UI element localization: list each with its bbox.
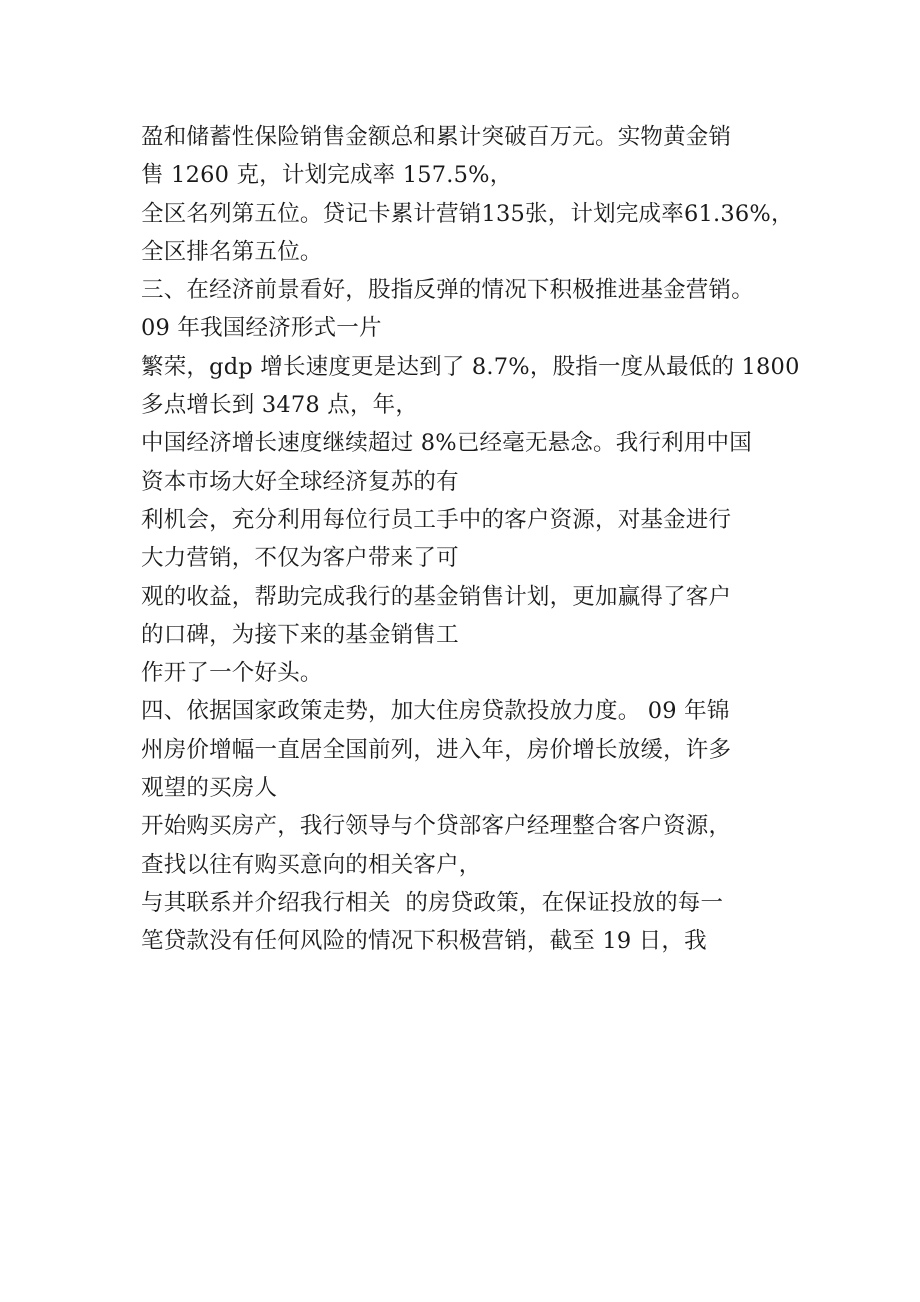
text-line: 查找以往有购买意向的相关客户， bbox=[141, 851, 482, 878]
text-line: 笔贷款没有任何风险的情况下积极营销，截至 19 日，我 bbox=[141, 928, 707, 955]
text-line: 四、依据国家政策走势，加大住房贷款投放力度。 09 年锦 bbox=[141, 698, 730, 725]
body-text bbox=[141, 118, 821, 961]
text-line: 观的收益，帮助完成我行的基金销售计划，更加赢得了客户 bbox=[141, 583, 732, 610]
text-line: 资本市场大好全球经济复苏的有 bbox=[141, 468, 459, 495]
text-line: 售 1260 克，计划完成率 157.5%， bbox=[141, 162, 513, 189]
text-line: 开始购买房产，我行领导与个贷部客户经理整合客户资源， bbox=[141, 813, 732, 840]
text-line: 州房价增幅一直居全国前列，进入年，房价增长放缓，许多 bbox=[141, 736, 732, 763]
text-line: 大力营销，不仅为客户带来了可 bbox=[141, 545, 459, 572]
text-line: 作开了一个好头。 bbox=[141, 660, 323, 687]
text-line: 繁荣，gdp 增长速度更是达到了 8.7%，股指一度从最低的 1800 bbox=[141, 353, 800, 380]
text-line: 三、在经济前景看好，股指反弹的情况下积极推进基金营销。 bbox=[141, 277, 754, 304]
text-line: 与其联系并介绍我行相关 的房贷政策，在保证投放的每一 bbox=[141, 889, 724, 916]
text-line: 多点增长到 3478 点，年， bbox=[141, 392, 419, 419]
text-line: 利机会，充分利用每位行员工手中的客户资源，对基金进行 bbox=[141, 506, 732, 533]
text-line: 盈和储蓄性保险销售金额总和累计突破百万元。实物黄金销 bbox=[141, 124, 732, 150]
text-line: 全区名列第五位。贷记卡累计营销135张，计划完成率61.36%， bbox=[141, 200, 794, 227]
text-line: 观望的买房人 bbox=[141, 775, 278, 802]
text-line: 09 年我国经济形式一片 bbox=[141, 315, 382, 342]
text-line: 的口碑，为接下来的基金销售工 bbox=[141, 621, 459, 648]
text-line: 全区排名第五位。 bbox=[141, 238, 323, 265]
text-line: 中国经济增长速度继续超过 8%已经毫无悬念。我行利用中国 bbox=[141, 430, 752, 457]
